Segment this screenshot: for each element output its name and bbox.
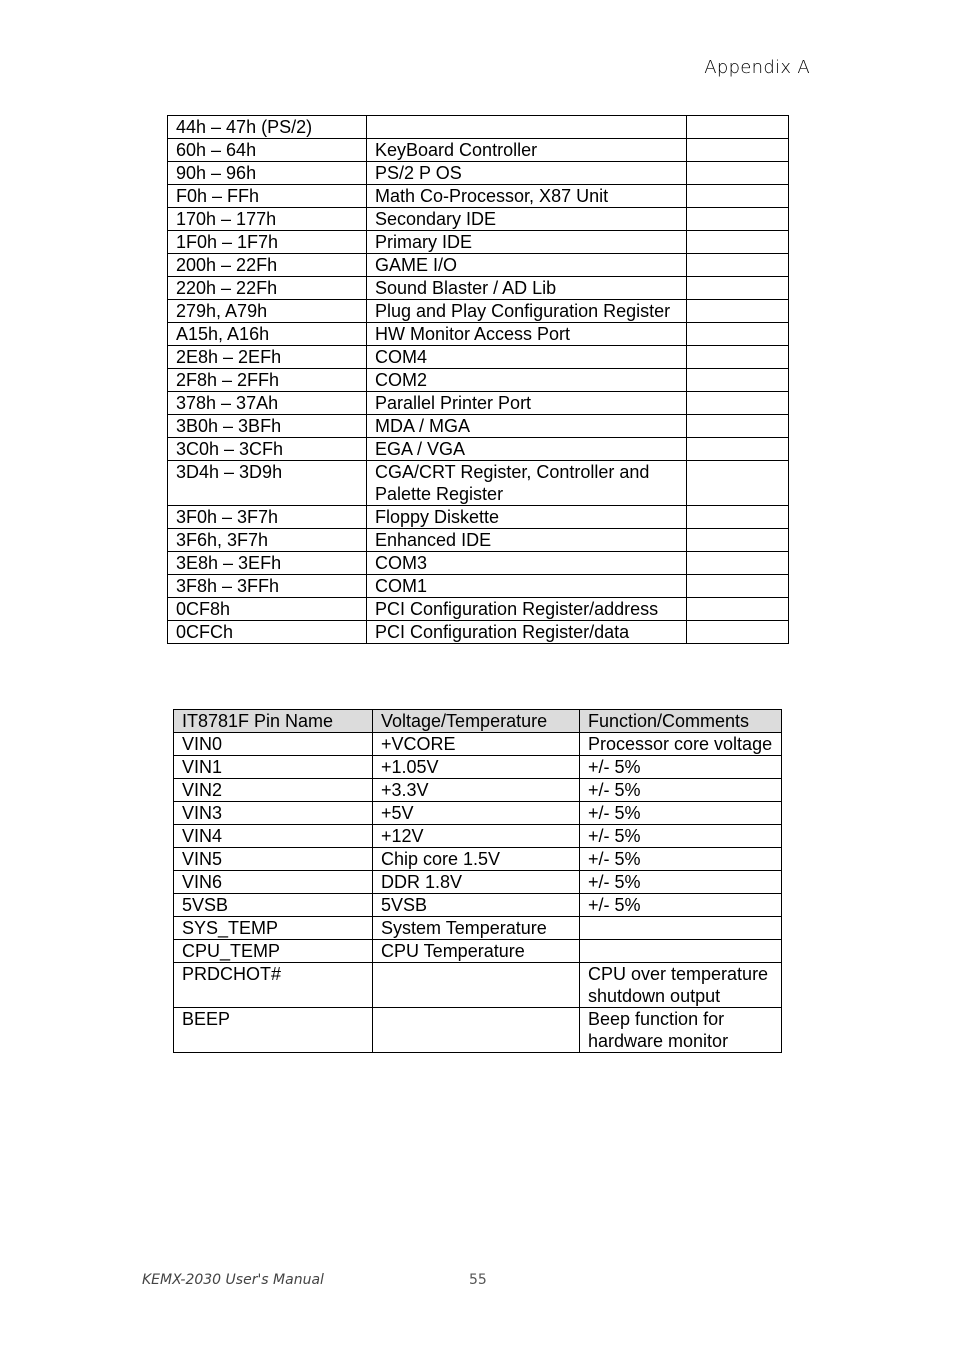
cell-col3: Beep function for hardware monitor [580, 1008, 782, 1053]
cell-col1: 2F8h – 2FFh [168, 369, 367, 392]
cell-col2: PCI Configuration Register/address [367, 598, 687, 621]
cell-col2: Floppy Diskette [367, 506, 687, 529]
cell-col3: +/- 5% [580, 825, 782, 848]
header-cell-voltage: Voltage/Temperature [373, 710, 580, 733]
cell-col3 [687, 415, 789, 438]
table-row [168, 231, 789, 254]
cell-col1: 3D4h – 3D9h [168, 461, 367, 506]
cell-col2: COM1 [367, 575, 687, 598]
cell-col2: COM4 [367, 346, 687, 369]
footer-manual-title: KEMX-2030 User's Manual [142, 1272, 324, 1288]
cell-col3 [687, 323, 789, 346]
table-row [168, 621, 789, 644]
cell-col1: 170h – 177h [168, 208, 367, 231]
cell-col3 [687, 346, 789, 369]
table-row [174, 802, 782, 825]
table-row [168, 552, 789, 575]
cell-col2: DDR 1.8V [373, 871, 580, 894]
table-row [168, 506, 789, 529]
cell-col3 [687, 621, 789, 644]
cell-col1: 3E8h – 3EFh [168, 552, 367, 575]
page-number: 55 [469, 1272, 487, 1288]
cell-col1: 1F0h – 1F7h [168, 231, 367, 254]
cell-col1: VIN5 [174, 848, 373, 871]
cell-col3: +/- 5% [580, 756, 782, 779]
cell-col2: EGA / VGA [367, 438, 687, 461]
cell-col1: 378h – 37Ah [168, 392, 367, 415]
cell-col3: +/- 5% [580, 802, 782, 825]
cell-col3 [687, 300, 789, 323]
cell-col1: 5VSB [174, 894, 373, 917]
cell-col1: VIN1 [174, 756, 373, 779]
cell-col2: GAME I/O [367, 254, 687, 277]
table-row [168, 185, 789, 208]
cell-col3 [687, 529, 789, 552]
table-row [174, 779, 782, 802]
cell-col3 [687, 598, 789, 621]
table-row [168, 346, 789, 369]
cell-col2: CGA/CRT Register, Controller and Palette Register [367, 461, 687, 506]
cell-col2: Plug and Play Configuration Register [367, 300, 687, 323]
cell-col2: COM3 [367, 552, 687, 575]
table-row [168, 392, 789, 415]
table-row [174, 871, 782, 894]
page-header-title: Appendix A [704, 57, 810, 78]
cell-col3: +/- 5% [580, 871, 782, 894]
cell-col2: CPU Temperature [373, 940, 580, 963]
table-row [168, 162, 789, 185]
cell-col1: 3B0h – 3BFh [168, 415, 367, 438]
cell-col3 [687, 116, 789, 139]
table-row [168, 415, 789, 438]
table-row [174, 1008, 782, 1053]
cell-col2: +5V [373, 802, 580, 825]
cell-col3: +/- 5% [580, 894, 782, 917]
cell-col1: VIN6 [174, 871, 373, 894]
cell-col2: PCI Configuration Register/data [367, 621, 687, 644]
cell-col1: A15h, A16h [168, 323, 367, 346]
table-row [174, 894, 782, 917]
table-row [168, 438, 789, 461]
cell-col2: Secondary IDE [367, 208, 687, 231]
cell-col1: 279h, A79h [168, 300, 367, 323]
cell-col1: BEEP [174, 1008, 373, 1053]
cell-col2: Primary IDE [367, 231, 687, 254]
table-row [168, 369, 789, 392]
cell-col1: 220h – 22Fh [168, 277, 367, 300]
cell-col2: +12V [373, 825, 580, 848]
table-row [168, 254, 789, 277]
cell-col1: VIN2 [174, 779, 373, 802]
table-row [168, 461, 789, 506]
hardware-monitor-table [173, 709, 782, 1053]
cell-col1: 3F0h – 3F7h [168, 506, 367, 529]
cell-col3 [687, 139, 789, 162]
table-row [168, 575, 789, 598]
cell-col3 [687, 552, 789, 575]
cell-col2: +3.3V [373, 779, 580, 802]
table-row [174, 963, 782, 1008]
cell-col2: KeyBoard Controller [367, 139, 687, 162]
cell-col3: CPU over temperature shutdown output [580, 963, 782, 1008]
table-row [168, 277, 789, 300]
cell-col3 [687, 392, 789, 415]
cell-col3 [580, 917, 782, 940]
table-row [174, 848, 782, 871]
cell-col2: +VCORE [373, 733, 580, 756]
table-row [168, 323, 789, 346]
table-row [168, 300, 789, 323]
cell-col3 [687, 185, 789, 208]
cell-col2: 5VSB [373, 894, 580, 917]
cell-col2: Sound Blaster / AD Lib [367, 277, 687, 300]
cell-col1: 90h – 96h [168, 162, 367, 185]
table-row [168, 116, 789, 139]
cell-col3: +/- 5% [580, 848, 782, 871]
cell-col1: VIN3 [174, 802, 373, 825]
cell-col1: 2E8h – 2EFh [168, 346, 367, 369]
cell-col1: PRDCHOT# [174, 963, 373, 1008]
cell-col3 [687, 231, 789, 254]
cell-col3 [687, 208, 789, 231]
table-row [174, 825, 782, 848]
cell-col3 [687, 575, 789, 598]
cell-col2 [373, 963, 580, 1008]
cell-col2: MDA / MGA [367, 415, 687, 438]
header-cell-function: Function/Comments [580, 710, 782, 733]
table-row [168, 598, 789, 621]
cell-col3 [687, 438, 789, 461]
table-header-row [174, 710, 782, 733]
cell-col3: +/- 5% [580, 779, 782, 802]
cell-col1: 3C0h – 3CFh [168, 438, 367, 461]
cell-col1: 44h – 47h (PS/2) [168, 116, 367, 139]
cell-col2: +1.05V [373, 756, 580, 779]
cell-col2: Chip core 1.5V [373, 848, 580, 871]
cell-col1: 3F8h – 3FFh [168, 575, 367, 598]
cell-col1: SYS_TEMP [174, 917, 373, 940]
cell-col2 [373, 1008, 580, 1053]
cell-col3 [687, 506, 789, 529]
cell-col2: System Temperature [373, 917, 580, 940]
cell-col1: F0h – FFh [168, 185, 367, 208]
cell-col2: COM2 [367, 369, 687, 392]
cell-col1: CPU_TEMP [174, 940, 373, 963]
table-row [174, 733, 782, 756]
table-row [168, 139, 789, 162]
cell-col1: 3F6h, 3F7h [168, 529, 367, 552]
cell-col2: Math Co-Processor, X87 Unit [367, 185, 687, 208]
cell-col3 [687, 254, 789, 277]
io-address-table [167, 115, 789, 644]
cell-col3: Processor core voltage [580, 733, 782, 756]
cell-col3 [687, 369, 789, 392]
cell-col3 [687, 277, 789, 300]
table-row [174, 917, 782, 940]
cell-col3 [687, 162, 789, 185]
cell-col1: 0CFCh [168, 621, 367, 644]
cell-col2 [367, 116, 687, 139]
cell-col2: HW Monitor Access Port [367, 323, 687, 346]
cell-col2: Parallel Printer Port [367, 392, 687, 415]
table-row [168, 529, 789, 552]
cell-col3 [580, 940, 782, 963]
cell-col3 [687, 461, 789, 506]
cell-col2: PS/2 P OS [367, 162, 687, 185]
cell-col2: Enhanced IDE [367, 529, 687, 552]
cell-col1: 0CF8h [168, 598, 367, 621]
table-row [174, 756, 782, 779]
table-row [168, 208, 789, 231]
table-row [174, 940, 782, 963]
cell-col1: 200h – 22Fh [168, 254, 367, 277]
header-cell-pin-name: IT8781F Pin Name [174, 710, 373, 733]
cell-col1: VIN0 [174, 733, 373, 756]
cell-col1: 60h – 64h [168, 139, 367, 162]
cell-col1: VIN4 [174, 825, 373, 848]
